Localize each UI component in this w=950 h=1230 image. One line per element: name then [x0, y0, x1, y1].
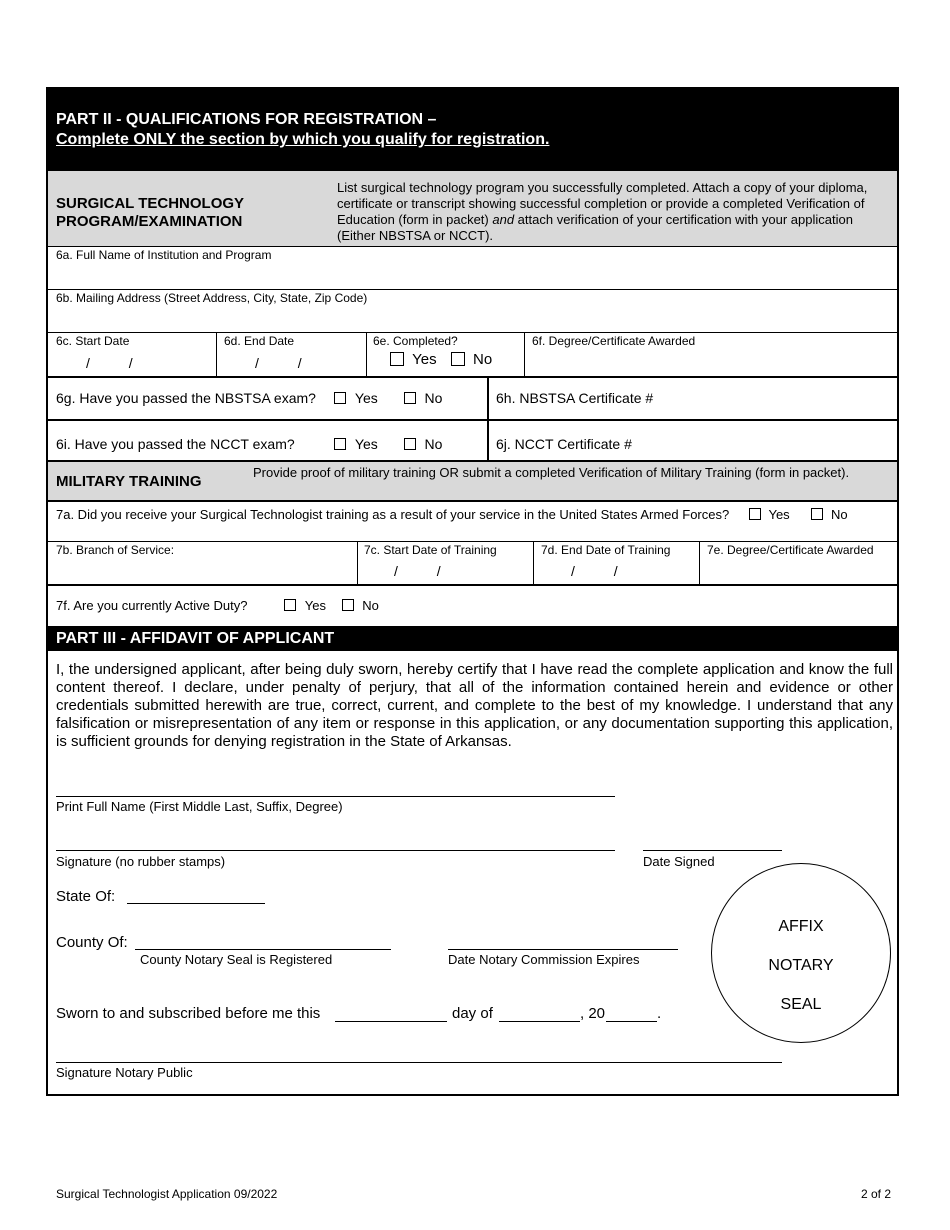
field-7c-date[interactable]: / /: [394, 563, 441, 579]
field-6g-label: 6g. Have you passed the NBSTSA exam?: [56, 390, 316, 406]
field-6d-label: 6d. End Date: [224, 334, 295, 348]
sworn-year-line[interactable]: [606, 1021, 657, 1022]
surgical-heading-line2: PROGRAM/EXAMINATION: [56, 213, 243, 230]
divider: [48, 584, 897, 586]
part2-subtitle: Complete ONLY the section by which you qualify for registration.: [56, 131, 550, 148]
field-6f-input[interactable]: [526, 347, 896, 375]
ncct-no-checkbox[interactable]: [404, 438, 416, 450]
field-6b-input[interactable]: [48, 304, 897, 332]
nbstsa-yes-checkbox[interactable]: [334, 392, 346, 404]
field-7a-label: 7a. Did you receive your Surgical Technologist training as a result of your service in the United States Armed Forces?: [56, 507, 730, 522]
field-6h-label: 6h. NBSTSA Certificate #: [496, 390, 654, 406]
field-7a-row: [56, 507, 891, 523]
divider: [216, 332, 217, 376]
military-section-header: [48, 462, 897, 500]
print-name-line[interactable]: [56, 796, 615, 797]
divider: [48, 541, 897, 542]
seal-line3: SEAL: [780, 996, 822, 1013]
part3-title: PART III - AFFIDAVIT OF APPLICANT: [56, 630, 335, 647]
print-name-label: Print Full Name (First Middle Last, Suffix, Degree): [56, 799, 343, 814]
ncct-no-label: No: [424, 436, 443, 452]
field-7f-label: 7f. Are you currently Active Duty?: [56, 598, 248, 613]
field-7e-label: 7e. Degree/Certificate Awarded: [707, 543, 874, 557]
footer-left: Surgical Technologist Application 09/2022: [56, 1187, 278, 1201]
divider: [699, 541, 700, 584]
field-6c-date[interactable]: / /: [86, 355, 133, 371]
county-of-label: County Of:: [56, 934, 128, 951]
sworn-month-line[interactable]: [499, 1021, 580, 1022]
completed-yes-checkbox[interactable]: [390, 352, 404, 366]
part2-title: PART II - QUALIFICATIONS FOR REGISTRATION –: [56, 111, 437, 128]
armed-forces-no-checkbox[interactable]: [811, 508, 823, 520]
field-7e-input[interactable]: [701, 556, 896, 584]
divider: [48, 419, 897, 421]
field-6a-input[interactable]: [48, 261, 897, 289]
nbstsa-no-checkbox[interactable]: [404, 392, 416, 404]
completed-no-checkbox[interactable]: [451, 352, 465, 366]
part3-header: [48, 626, 897, 651]
field-6g-options: [334, 390, 442, 406]
date-signed-label: Date Signed: [643, 854, 715, 869]
seal-line2: NOTARY: [768, 957, 834, 974]
field-6e-label: 6e. Completed?: [373, 334, 458, 348]
surgical-section-header: [48, 171, 897, 246]
field-7c-label: 7c. Start Date of Training: [364, 543, 497, 557]
field-6i-label: 6i. Have you passed the NCCT exam?: [56, 436, 295, 452]
field-7b-input[interactable]: [48, 556, 356, 584]
part2-header: [48, 89, 897, 171]
armed-forces-yes-checkbox[interactable]: [749, 508, 761, 520]
county-seal-label: County Notary Seal is Registered: [140, 952, 333, 967]
affidavit-text: I, the undersigned applicant, after being duly sworn, hereby certify that I have read the complete application and know the full content thereof. I declare, under penalty of perjury, that all of the information contained herein and evidence or other credentials submitted herewith are true, correct, current, and complete to the best of my knowledge. I understand that any falsification or misrepresentation of any item or response in this application, or any documentation supporting this application, is sufficient grounds for denying registration in the State of Arkansas.: [56, 661, 893, 750]
divider: [357, 541, 358, 584]
date-signed-line[interactable]: [643, 850, 782, 851]
ncct-yes-label: Yes: [354, 436, 378, 452]
field-6e-options: [390, 351, 492, 368]
active-duty-no-label: No: [362, 598, 379, 613]
notary-signature-label: Signature Notary Public: [56, 1065, 193, 1080]
county-of-line[interactable]: [135, 949, 391, 950]
notary-seal-area: [711, 863, 891, 1043]
notary-signature-line[interactable]: [56, 1062, 782, 1063]
field-6b-label: 6b. Mailing Address (Street Address, City, State, Zip Code): [56, 291, 368, 305]
armed-forces-yes-label: Yes: [768, 507, 790, 522]
divider: [487, 376, 489, 419]
field-6i-options: [334, 436, 442, 452]
seal-line1: AFFIX: [778, 918, 824, 935]
divider: [48, 246, 897, 247]
divider: [48, 376, 897, 378]
field-6f-label: 6f. Degree/Certificate Awarded: [532, 334, 696, 348]
surgical-instructions-and: and: [492, 212, 515, 227]
field-6a-label: 6a. Full Name of Institution and Program: [56, 248, 272, 262]
completed-no-label: No: [473, 351, 493, 368]
sworn-prefix: Sworn to and subscribed before me this: [56, 1005, 321, 1022]
state-of-label: State Of:: [56, 888, 116, 905]
surgical-instructions-part1: List surgical technology program you successfully completed. Attach a copy of your diploma, certificate or transcript showing successful completion or provide a completed Verification of Education (form in packet): [337, 180, 868, 227]
nbstsa-no-label: No: [424, 390, 443, 406]
field-6j-label: 6j. NCCT Certificate #: [496, 436, 632, 452]
field-7d-date[interactable]: / /: [571, 563, 618, 579]
sworn-period: .: [657, 1005, 662, 1022]
field-6c-label: 6c. Start Date: [56, 334, 130, 348]
field-7b-label: 7b. Branch of Service:: [56, 543, 175, 557]
sworn-day-of: day of: [452, 1005, 493, 1022]
ncct-yes-checkbox[interactable]: [334, 438, 346, 450]
nbstsa-yes-label: Yes: [354, 390, 378, 406]
divider: [524, 332, 525, 376]
divider: [48, 332, 897, 333]
divider: [366, 332, 367, 376]
divider: [48, 500, 897, 502]
armed-forces-no-label: No: [830, 507, 848, 522]
military-instructions: Provide proof of military training OR submit a completed Verification of Military Training (form in packet).: [253, 465, 850, 480]
active-duty-no-checkbox[interactable]: [342, 599, 354, 611]
footer-page-number: 2 of 2: [861, 1187, 892, 1201]
sworn-day-line[interactable]: [335, 1021, 447, 1022]
surgical-heading-line1: SURGICAL TECHNOLOGY: [56, 195, 245, 212]
surgical-instructions: [337, 180, 887, 244]
signature-label: Signature (no rubber stamps): [56, 854, 226, 869]
state-of-line[interactable]: [127, 903, 265, 904]
divider: [48, 289, 897, 290]
divider: [533, 541, 534, 584]
sworn-year-prefix: , 20: [580, 1005, 606, 1022]
active-duty-yes-checkbox[interactable]: [284, 599, 296, 611]
application-form: [46, 87, 899, 1096]
military-heading: MILITARY TRAINING: [56, 473, 202, 490]
completed-yes-label: Yes: [412, 351, 437, 368]
field-6d-date[interactable]: / /: [255, 355, 302, 371]
commission-line[interactable]: [448, 949, 678, 950]
field-7f-row: [56, 598, 379, 613]
signature-line[interactable]: [56, 850, 615, 851]
commission-label: Date Notary Commission Expires: [448, 952, 640, 967]
surgical-instructions-part2: attach verification of your certification with your application (Either NBSTSA or NCCT).: [337, 212, 853, 243]
divider: [487, 419, 489, 462]
active-duty-yes-label: Yes: [304, 598, 326, 613]
field-7d-label: 7d. End Date of Training: [541, 543, 671, 557]
